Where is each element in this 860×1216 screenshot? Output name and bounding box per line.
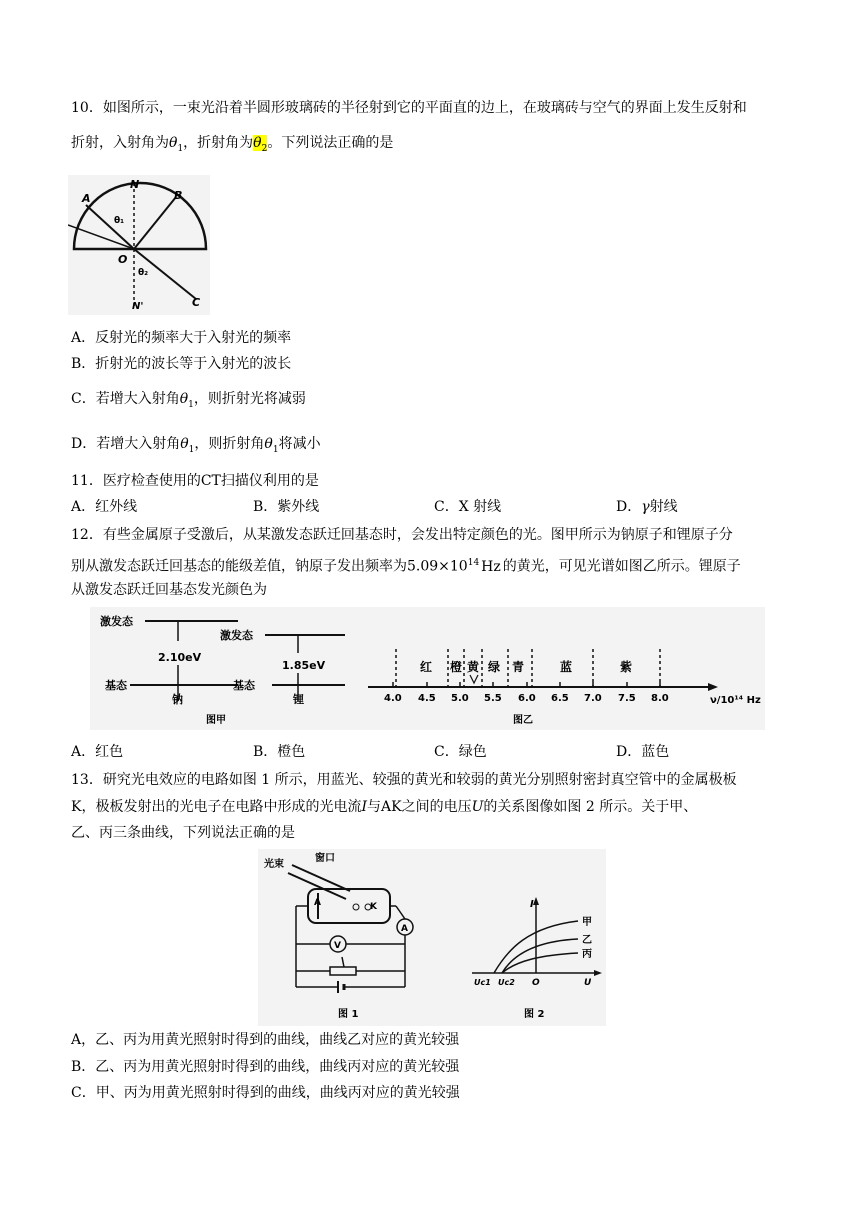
text: ，则折射光将减弱 bbox=[193, 391, 306, 407]
theta-symbol: θ bbox=[253, 135, 262, 151]
q10-stem-line1: 10．如图所示，一束光沿着半圆形玻璃砖的半径射到它的平面直的边上，在玻璃砖与空气的界面上发生反射和 bbox=[71, 100, 747, 116]
na-energy-label: 2.10eV bbox=[158, 651, 202, 664]
spectrum-color-label: 橙 bbox=[450, 660, 463, 674]
q10-text: 。下列说法正确的是 bbox=[267, 135, 394, 151]
q12-stem-line3: 从激发态跃迁回基态发光颜色为 bbox=[71, 582, 267, 598]
var-U: U bbox=[471, 799, 484, 815]
text: 与 bbox=[367, 799, 381, 815]
q13-option-c: C．甲、丙为用黄光照射时得到的曲线，曲线丙对应的黄光较强 bbox=[71, 1085, 460, 1101]
label-li: 锂 bbox=[293, 693, 304, 706]
label-theta1: θ₁ bbox=[114, 216, 125, 226]
label-excited-na: 激发态 bbox=[100, 615, 133, 628]
var-I: I bbox=[361, 799, 367, 815]
label-C: C bbox=[192, 296, 201, 309]
q12-figures bbox=[90, 607, 765, 730]
text: 的关系图像如图 2 所示。关于甲、 bbox=[483, 799, 698, 815]
q13-stem-line1: 13．研究光电效应的电路如图 1 所示，用蓝光、较强的黄光和较弱的黄光分别照射密封真空管中的金属极板 bbox=[71, 772, 737, 788]
curve-bing: 丙 bbox=[582, 949, 592, 960]
subscript: 2 bbox=[261, 143, 268, 154]
spectrum-color-label: 红 bbox=[420, 660, 433, 674]
spectrum-color-label: 青 bbox=[512, 660, 525, 674]
label-anode: A bbox=[314, 898, 321, 908]
q10-text: 折射，入射角为 bbox=[71, 135, 169, 151]
subscript: 1 bbox=[272, 444, 279, 455]
label-window: 窗口 bbox=[315, 853, 335, 864]
q13-stem-line2 bbox=[71, 797, 697, 817]
q11-option-c: C．X 射线 bbox=[434, 499, 502, 515]
label-A: A bbox=[82, 192, 91, 205]
text: K，极板发射出的光电子在电路中形成的光电流 bbox=[71, 799, 362, 815]
text: C．若增大入射角 bbox=[71, 391, 180, 407]
text: ，则折射角 bbox=[194, 436, 265, 452]
label-uc1: Uc1 bbox=[474, 978, 491, 987]
curve-jia: 甲 bbox=[582, 917, 592, 928]
exponent: 14 bbox=[467, 558, 480, 568]
spectrum-tick-label: 8.0 bbox=[651, 693, 669, 704]
label-uc2: Uc2 bbox=[498, 978, 515, 987]
caption-fig2: 图 2 bbox=[524, 1009, 545, 1020]
q13-figures bbox=[258, 849, 606, 1026]
spectrum-tick-label: 7.5 bbox=[618, 693, 636, 704]
highlighted-theta2 bbox=[253, 135, 268, 154]
q10-option-a: A．反射光的频率大于入射光的频率 bbox=[71, 330, 292, 346]
theta-symbol: θ bbox=[180, 436, 189, 452]
q11-option-b: B．紫外线 bbox=[253, 499, 320, 515]
label-ground-li: 基态 bbox=[233, 679, 255, 692]
spectrum-tick-label: 4.5 bbox=[418, 693, 436, 704]
spectrum-color-label: 紫 bbox=[620, 660, 633, 674]
spectrum-color-label: 黄 bbox=[467, 660, 480, 674]
caption-yi: 图乙 bbox=[513, 715, 533, 726]
voltmeter: V bbox=[334, 941, 341, 951]
text: 之间的电压 bbox=[401, 799, 472, 815]
li-energy-label: 1.85eV bbox=[282, 659, 326, 672]
label-AK: AK bbox=[381, 799, 402, 815]
label-O: O bbox=[118, 253, 128, 266]
spectrum-tick-label: 4.0 bbox=[384, 693, 402, 704]
caption-fig1: 图 1 bbox=[338, 1009, 359, 1020]
spectrum-tick-label: 7.0 bbox=[584, 693, 602, 704]
origin-O: O bbox=[532, 978, 540, 988]
spectrum-tick-label: 5.0 bbox=[451, 693, 469, 704]
spectrum-axis-label: ν/10¹⁴ Hz bbox=[710, 695, 761, 706]
spectrum-color-label: 绿 bbox=[488, 660, 501, 674]
q11-stem: 11．医疗检查使用的CT扫描仪利用的是 bbox=[71, 473, 319, 489]
subscript: 1 bbox=[188, 444, 195, 455]
q13-stem-line3: 乙、丙三条曲线，下列说法正确的是 bbox=[71, 825, 295, 841]
subscript: 1 bbox=[188, 399, 194, 410]
text: 将减小 bbox=[278, 436, 321, 452]
q10-semicircle-figure bbox=[68, 175, 210, 315]
ammeter: A bbox=[401, 924, 408, 934]
spectrum-color-label: 蓝 bbox=[560, 660, 573, 674]
caption-jia: 图甲 bbox=[206, 715, 226, 726]
label-beam: 光束 bbox=[264, 859, 284, 870]
q12-option-a: A．红色 bbox=[71, 744, 124, 760]
q12-option-b: B．橙色 bbox=[253, 744, 306, 760]
q10-text: ，折射角为 bbox=[183, 135, 254, 151]
theta-symbol: θ bbox=[169, 135, 178, 151]
q12-option-d: D．蓝色 bbox=[616, 744, 670, 760]
text: 的黄光，可见光谱如图乙所示。锂原子 bbox=[502, 558, 741, 575]
gamma-symbol: γ bbox=[641, 499, 650, 515]
label-N: N bbox=[130, 178, 140, 191]
q12-stem-line2 bbox=[71, 553, 741, 577]
label-na: 钠 bbox=[172, 693, 183, 706]
q10-option-c bbox=[71, 389, 306, 415]
q10-option-d bbox=[71, 434, 321, 460]
theta-symbol: θ bbox=[179, 391, 189, 407]
unit: Hz bbox=[481, 558, 501, 575]
text: D． bbox=[616, 499, 642, 515]
q11-option-d bbox=[616, 497, 678, 517]
q11-option-a: A．红外线 bbox=[71, 499, 138, 515]
q12-stem-line1: 12．有些金属原子受激后，从某激发态跃迁回基态时，会发出特定颜色的光。图甲所示为钠原子和锂原子分 bbox=[71, 527, 733, 543]
axis-U: U bbox=[584, 978, 592, 988]
spectrum-tick-label: 6.5 bbox=[551, 693, 569, 704]
theta-symbol: θ bbox=[264, 436, 273, 452]
label-excited-li: 激发态 bbox=[220, 629, 253, 642]
label-B: B bbox=[174, 189, 183, 202]
label-N-prime: N' bbox=[132, 301, 144, 312]
spectrum-tick-label: 6.0 bbox=[518, 693, 536, 704]
frequency-value: 5.09×10 bbox=[407, 558, 468, 575]
text: 射线 bbox=[649, 499, 678, 515]
text: 别从激发态跃迁回基态的能级差值，钠原子发出频率为 bbox=[71, 558, 407, 575]
q10-option-b: B．折射光的波长等于入射光的波长 bbox=[71, 356, 292, 372]
q13-option-b: B．乙、丙为用黄光照射时得到的曲线，曲线丙对应的黄光较强 bbox=[71, 1059, 460, 1075]
q12-option-c: C．绿色 bbox=[434, 744, 487, 760]
subscript: 1 bbox=[177, 143, 184, 154]
text: D．若增大入射角 bbox=[71, 436, 181, 452]
curve-yi: 乙 bbox=[582, 935, 592, 946]
label-cathode: K bbox=[370, 902, 377, 912]
axis-I: I bbox=[530, 899, 534, 910]
q10-stem-line2 bbox=[71, 133, 393, 159]
label-ground-na: 基态 bbox=[105, 679, 127, 692]
spectrum-tick-label: 5.5 bbox=[484, 693, 502, 704]
label-theta2: θ₂ bbox=[138, 268, 149, 278]
q13-option-a: A，乙、丙为用黄光照射时得到的曲线，曲线乙对应的黄光较强 bbox=[71, 1032, 460, 1048]
